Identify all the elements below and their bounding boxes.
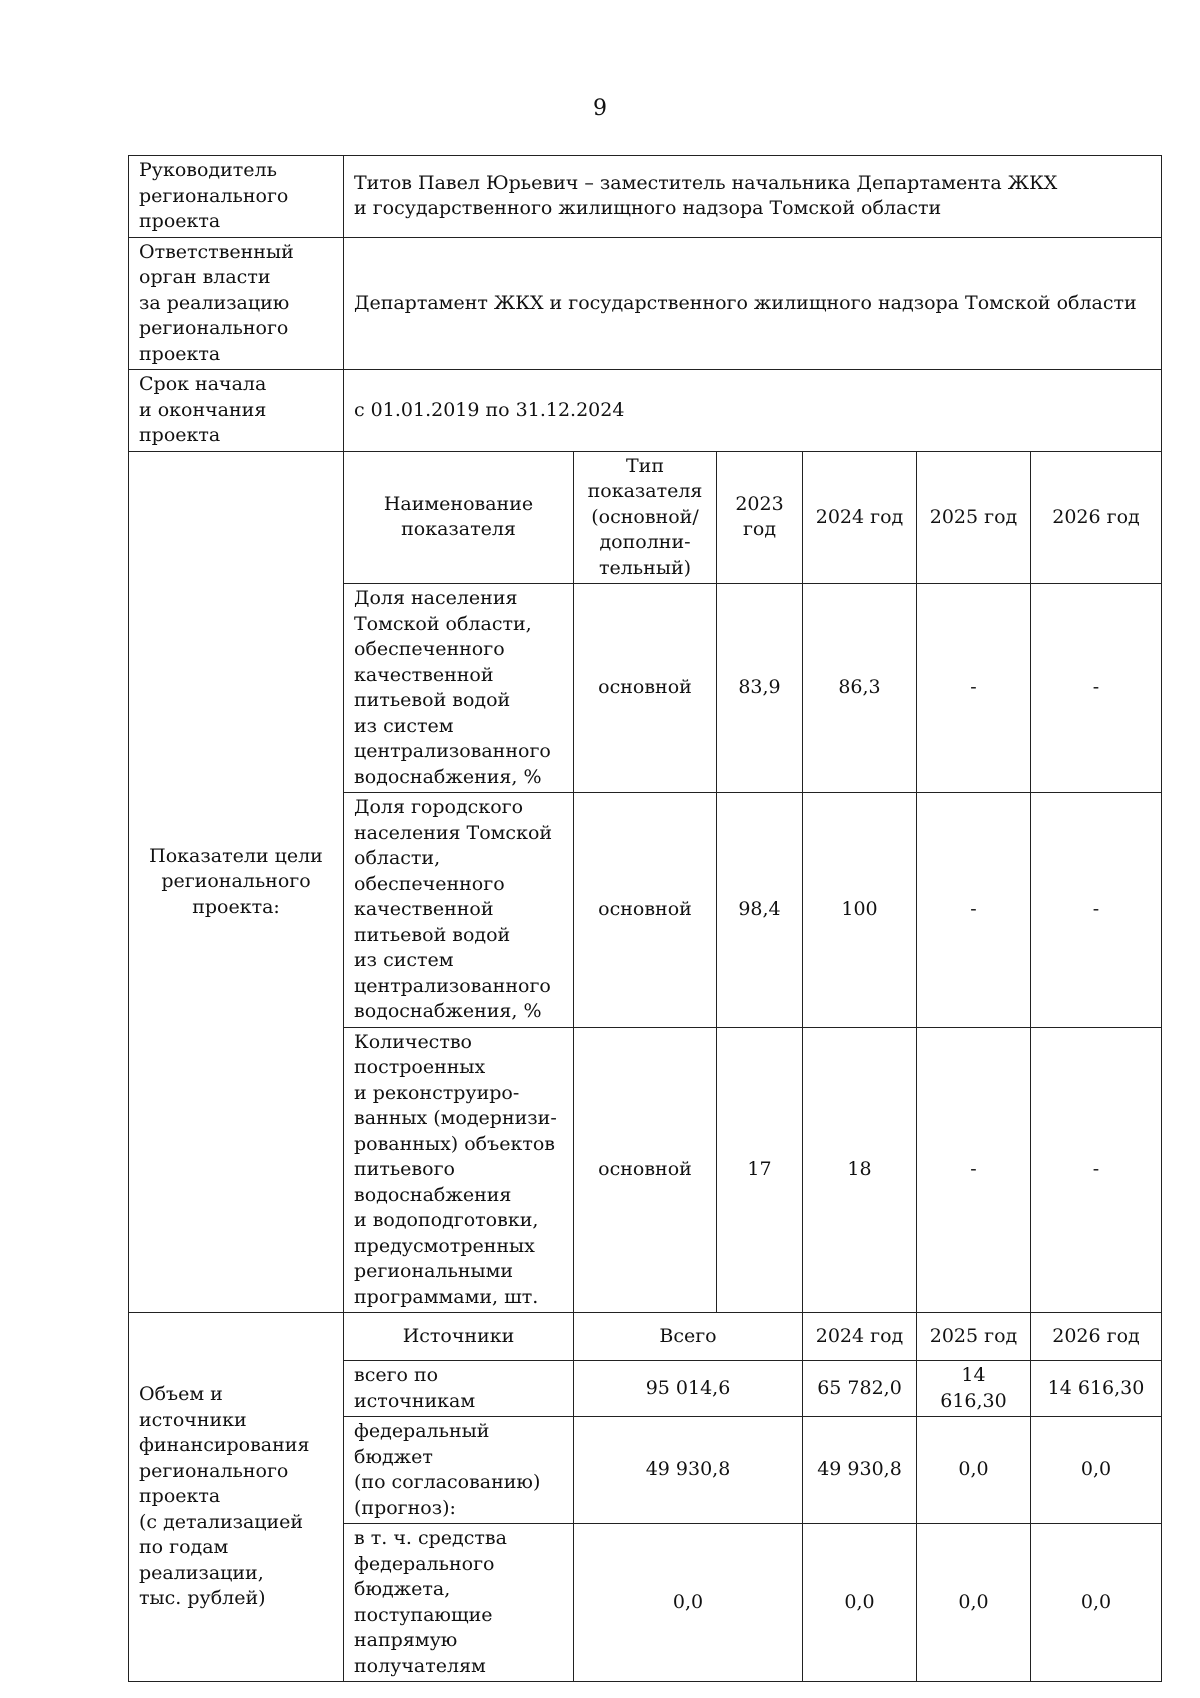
indicator-name: Доля населения Томской области, обеспеченного качественной питьевой водой из систем централизованного водоснабжения, % [344,584,574,793]
financing-2025: 0,0 [917,1524,1031,1682]
indicator-type: основной [574,793,717,1028]
indicator-2023: 17 [717,1027,803,1313]
term-value: с 01.01.2019 по 31.12.2024 [344,370,1162,452]
financing-2025: 0,0 [917,1417,1031,1524]
financing-2026: 0,0 [1031,1417,1162,1524]
indicator-2025: - [917,584,1031,793]
passport-table [128,155,1162,1682]
financing-total: 0,0 [574,1524,803,1682]
indicator-2026: - [1031,584,1162,793]
financing-header-2024: 2024 год [803,1313,917,1361]
indicator-2025: - [917,1027,1031,1313]
financing-header-2025: 2025 год [917,1313,1031,1361]
indicators-header-2024: 2024 год [803,451,917,584]
financing-header-2026: 2026 год [1031,1313,1162,1361]
authority-label: Ответственный орган власти за реализацию регионального проекта [129,237,344,370]
financing-total: 49 930,8 [574,1417,803,1524]
indicator-type: основной [574,584,717,793]
financing-2024: 0,0 [803,1524,917,1682]
financing-2024: 49 930,8 [803,1417,917,1524]
financing-2026: 0,0 [1031,1524,1162,1682]
indicator-2026: - [1031,793,1162,1028]
financing-header-sources: Источники [344,1313,574,1361]
indicator-name: Количество построенных и реконструиро- ванных (модернизи- рованных) объектов питьевого водоснабжения и водоподготовки, предусмотренных региональными программами, шт. [344,1027,574,1313]
financing-header-total: Всего [574,1313,803,1361]
indicator-2024: 86,3 [803,584,917,793]
financing-2026: 14 616,30 [1031,1361,1162,1417]
financing-total: 95 014,6 [574,1361,803,1417]
indicator-2025: - [917,793,1031,1028]
indicators-header-2025: 2025 год [917,451,1031,584]
indicator-2024: 18 [803,1027,917,1313]
indicators-header-2026: 2026 год [1031,451,1162,584]
indicator-2026: - [1031,1027,1162,1313]
authority-row [129,237,1162,370]
financing-2024: 65 782,0 [803,1361,917,1417]
term-label: Срок начала и окончания проекта [129,370,344,452]
financing-2025: 14 616,30 [917,1361,1031,1417]
authority-value: Департамент ЖКХ и государственного жилищного надзора Томской области [344,237,1162,370]
financing-label: Объем и источники финансирования регионального проекта (с детализацией по годам реализации, тыс. рублей) [129,1313,344,1682]
indicators-header-2023: 2023 год [717,451,803,584]
indicators-label: Показатели цели регионального проекта: [129,451,344,1313]
indicator-name: Доля городского населения Томской области, обеспеченного качественной питьевой водой из систем централизованного водоснабжения, % [344,793,574,1028]
leader-value: Титов Павел Юрьевич – заместитель начальника Департамента ЖКХ и государственного жилищного надзора Томской области [344,156,1162,238]
financing-source: всего по источникам [344,1361,574,1417]
indicator-2023: 98,4 [717,793,803,1028]
indicators-header-type: Тип показателя (основной/ дополни- тельный) [574,451,717,584]
indicator-2023: 83,9 [717,584,803,793]
indicator-type: основной [574,1027,717,1313]
page-number: 9 [593,96,607,121]
indicators-header-name: Наименование показателя [344,451,574,584]
term-row [129,370,1162,452]
leader-row [129,156,1162,238]
financing-header-row [129,1313,1162,1361]
financing-source: федеральный бюджет (по согласованию) (прогноз): [344,1417,574,1524]
financing-source: в т. ч. средства федерального бюджета, поступающие напрямую получателям [344,1524,574,1682]
indicators-header-row [129,451,1162,584]
leader-label: Руководитель регионального проекта [129,156,344,238]
indicator-2024: 100 [803,793,917,1028]
